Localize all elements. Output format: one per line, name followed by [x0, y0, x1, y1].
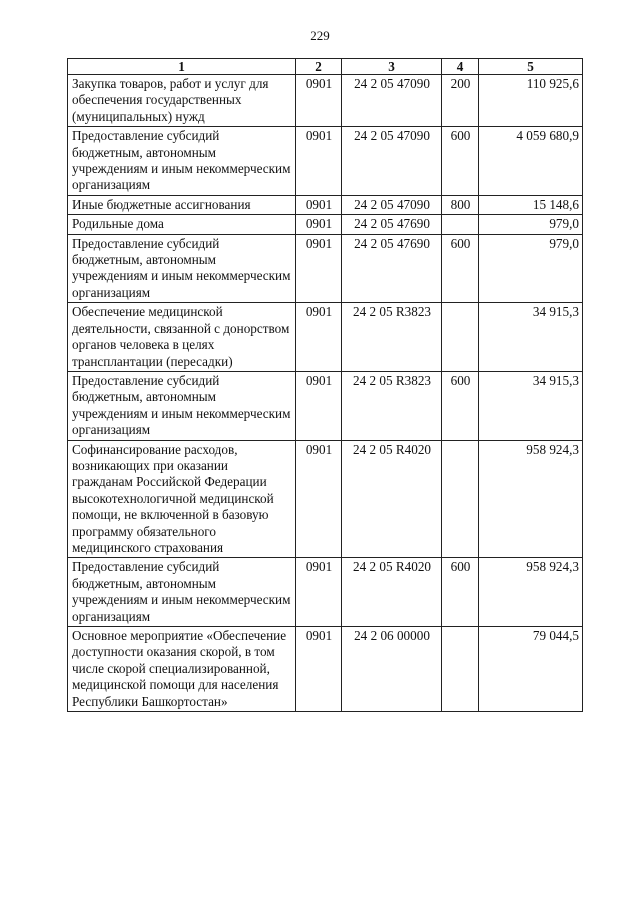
row-expense-type-cell: 600	[442, 371, 479, 440]
row-expense-type-cell	[442, 627, 479, 712]
budget-table	[67, 58, 583, 712]
header-cell: 5	[479, 59, 583, 75]
row-target-code-cell: 24 2 05 47690	[342, 215, 442, 234]
table-row	[68, 215, 583, 234]
row-expense-type-cell: 600	[442, 234, 479, 303]
row-section-cell: 0901	[296, 440, 342, 558]
row-amount-cell: 34 915,3	[479, 303, 583, 372]
row-amount-cell: 958 924,3	[479, 558, 583, 627]
row-target-code-cell: 24 2 05 R3823	[342, 303, 442, 372]
row-expense-type-cell: 200	[442, 75, 479, 127]
row-target-code-cell: 24 2 05 47090	[342, 127, 442, 196]
table-row	[68, 371, 583, 440]
row-amount-cell: 34 915,3	[479, 371, 583, 440]
row-expense-type-cell	[442, 215, 479, 234]
table-row	[68, 127, 583, 196]
table-row	[68, 627, 583, 712]
row-target-code-cell: 24 2 05 R4020	[342, 440, 442, 558]
row-section-cell: 0901	[296, 371, 342, 440]
table-row	[68, 303, 583, 372]
table-row	[68, 440, 583, 558]
table-body	[68, 75, 583, 712]
row-name-cell: Родильные дома	[68, 215, 296, 234]
header-row	[68, 59, 583, 75]
row-section-cell: 0901	[296, 234, 342, 303]
row-expense-type-cell: 800	[442, 195, 479, 214]
row-name-cell: Предоставление субсидий бюджетным, автономным учреждениям и иным некоммерческим организациям	[68, 234, 296, 303]
row-target-code-cell: 24 2 06 00000	[342, 627, 442, 712]
row-name-cell: Предоставление субсидий бюджетным, автономным учреждениям и иным некоммерческим организациям	[68, 127, 296, 196]
row-section-cell: 0901	[296, 195, 342, 214]
row-expense-type-cell	[442, 440, 479, 558]
row-expense-type-cell: 600	[442, 558, 479, 627]
row-target-code-cell: 24 2 05 47090	[342, 195, 442, 214]
row-section-cell: 0901	[296, 558, 342, 627]
row-section-cell: 0901	[296, 215, 342, 234]
row-amount-cell: 110 925,6	[479, 75, 583, 127]
header-cell: 1	[68, 59, 296, 75]
row-target-code-cell: 24 2 05 R4020	[342, 558, 442, 627]
row-amount-cell: 979,0	[479, 215, 583, 234]
row-name-cell: Софинансирование расходов, возникающих при оказании гражданам Российской Федерации высокотехнологичной медицинской помощи, не включенной в базовую программу обязательного медицинского страхования	[68, 440, 296, 558]
row-section-cell: 0901	[296, 627, 342, 712]
row-name-cell: Предоставление субсидий бюджетным, автономным учреждениям и иным некоммерческим организациям	[68, 371, 296, 440]
row-amount-cell: 15 148,6	[479, 195, 583, 214]
row-section-cell: 0901	[296, 127, 342, 196]
row-name-cell: Предоставление субсидий бюджетным, автономным учреждениям и иным некоммерческим организациям	[68, 558, 296, 627]
table-row	[68, 75, 583, 127]
row-amount-cell: 4 059 680,9	[479, 127, 583, 196]
page-number: 229	[310, 28, 330, 43]
row-target-code-cell: 24 2 05 47090	[342, 75, 442, 127]
row-target-code-cell: 24 2 05 R3823	[342, 371, 442, 440]
header-cell: 3	[342, 59, 442, 75]
row-section-cell: 0901	[296, 303, 342, 372]
row-name-cell: Закупка товаров, работ и услуг для обеспечения государственных (муниципальных) нужд	[68, 75, 296, 127]
header-cell: 4	[442, 59, 479, 75]
table-row	[68, 195, 583, 214]
row-name-cell: Основное мероприятие «Обеспечение доступности оказания скорой, в том числе скорой специализированной, медицинской помощи для населения Республики Башкортостан»	[68, 627, 296, 712]
table-row	[68, 558, 583, 627]
header-cell: 2	[296, 59, 342, 75]
table-row	[68, 234, 583, 303]
row-target-code-cell: 24 2 05 47690	[342, 234, 442, 303]
row-expense-type-cell: 600	[442, 127, 479, 196]
row-section-cell: 0901	[296, 75, 342, 127]
row-amount-cell: 958 924,3	[479, 440, 583, 558]
row-name-cell: Обеспечение медицинской деятельности, связанной с донорством органов человека в целях трансплантации (пересадки)	[68, 303, 296, 372]
row-amount-cell: 979,0	[479, 234, 583, 303]
row-expense-type-cell	[442, 303, 479, 372]
row-amount-cell: 79 044,5	[479, 627, 583, 712]
row-name-cell: Иные бюджетные ассигнования	[68, 195, 296, 214]
